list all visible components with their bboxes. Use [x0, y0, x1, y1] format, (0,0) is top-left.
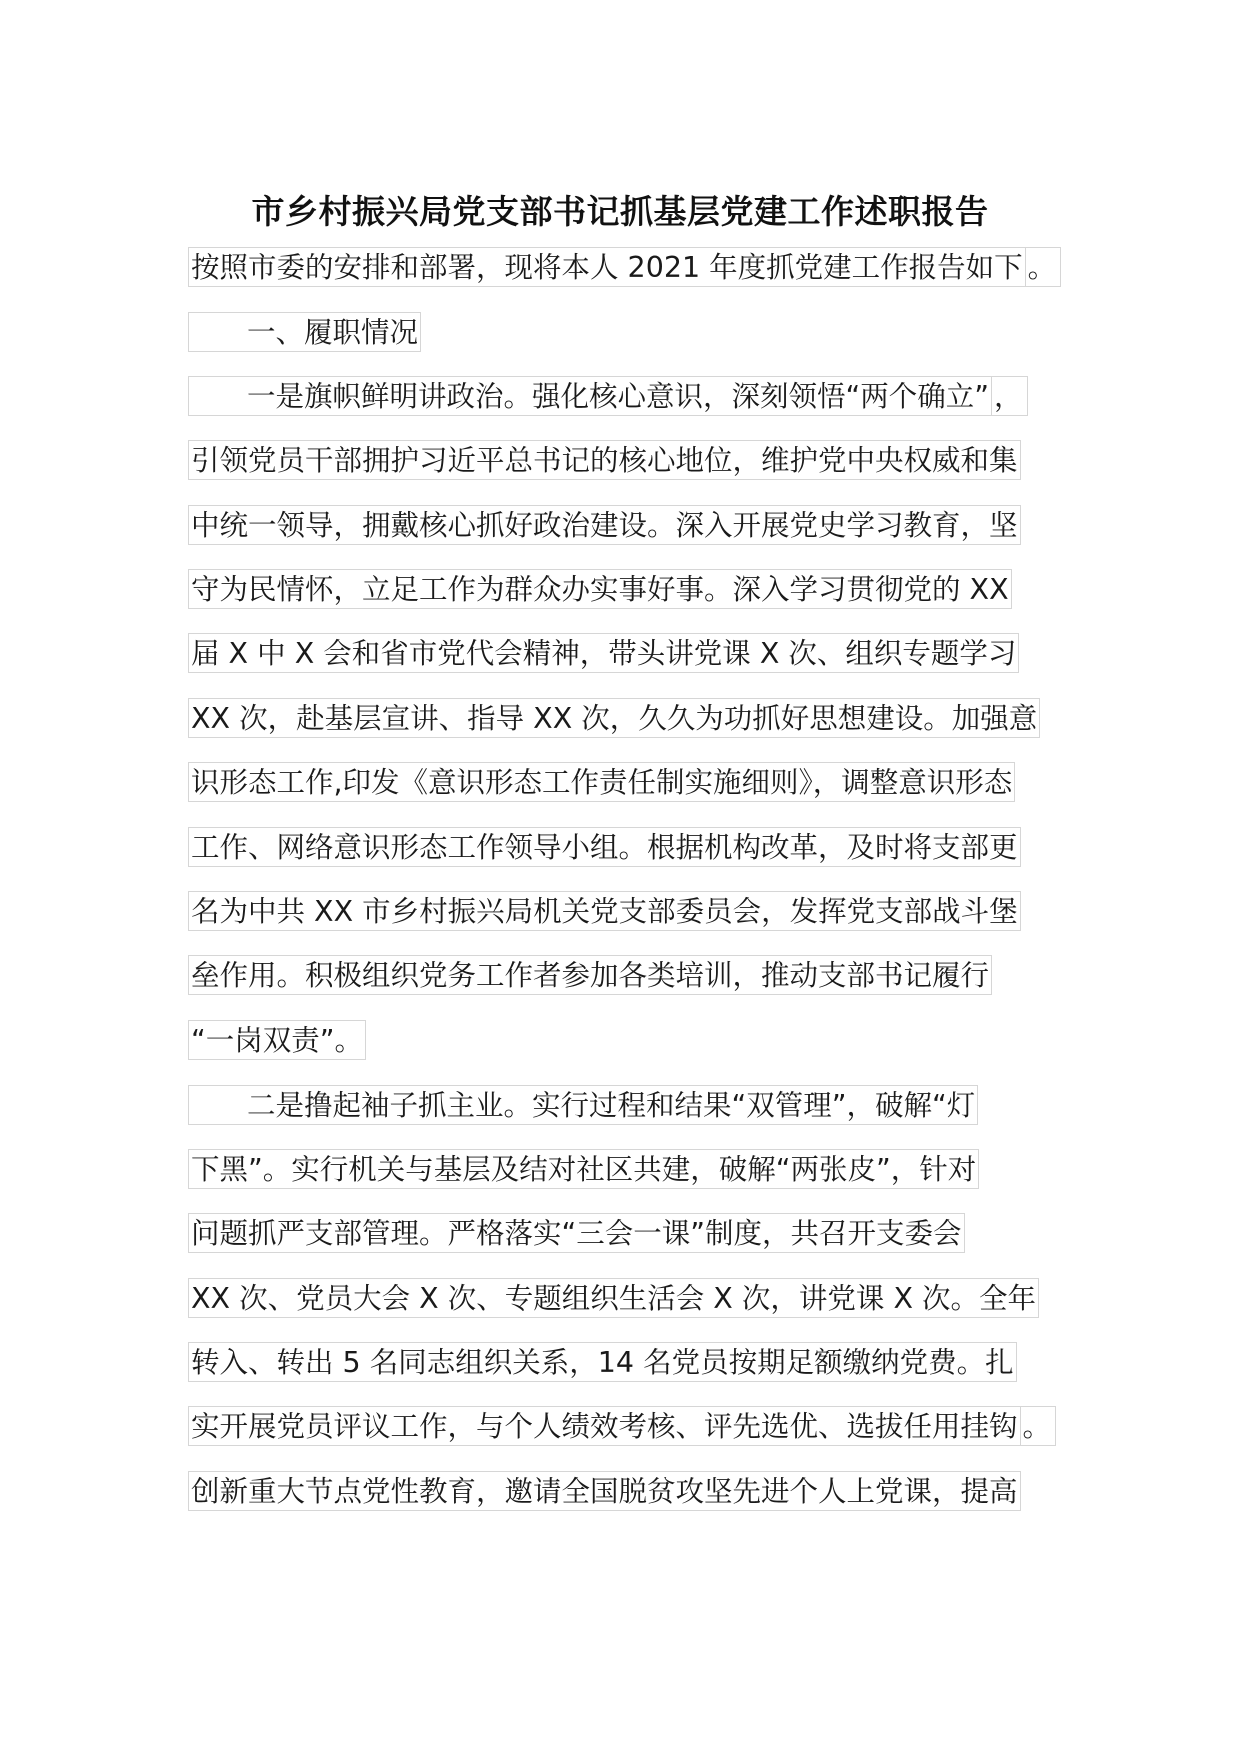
line-text: 按照市委的安排和部署，现将本人 2021 年度抓党建工作报告如下 [188, 247, 1026, 287]
text-line [188, 1149, 979, 1189]
text-line [188, 762, 1015, 802]
line-text: 一、履职情况 [188, 312, 421, 352]
line-text: 一是旗帜鲜明讲政治。强化核心意识，深刻领悟“两个确立” [188, 376, 992, 416]
line-tail: 。 [1021, 1406, 1057, 1446]
text-line [188, 633, 1019, 673]
line-text: 下黑”。实行机关与基层及结对社区共建，破解“两张皮”，针对 [188, 1149, 979, 1189]
text-line [188, 505, 1021, 545]
line-text: 中统一领导，拥戴核心抓好政治建设。深入开展党史学习教育，坚 [188, 505, 1021, 545]
line-text: XX 次、党员大会 X 次、专题组织生活会 X 次，讲党课 X 次。全年 [188, 1278, 1039, 1318]
text-line [188, 955, 992, 995]
line-text: “一岗双责”。 [188, 1020, 366, 1060]
line-text: XX 次，赴基层宣讲、指导 XX 次，久久为功抓好思想建设。加强意 [188, 698, 1040, 738]
text-line [188, 1085, 978, 1125]
text-line [188, 1406, 1056, 1446]
text-line [188, 1278, 1039, 1318]
line-text: 二是撸起袖子抓主业。实行过程和结果“双管理”，破解“灯 [188, 1085, 978, 1125]
section-heading [188, 312, 421, 352]
line-text: 问题抓严支部管理。严格落实“三会一课”制度，共召开支委会 [188, 1213, 965, 1253]
text-line [188, 1342, 1017, 1382]
line-text: 创新重大节点党性教育，邀请全国脱贫攻坚先进个人上党课，提高 [188, 1471, 1021, 1511]
text-line [188, 891, 1021, 931]
line-tail: 。 [1026, 247, 1062, 287]
text-line [188, 1471, 1021, 1511]
line-text: 实开展党员评议工作，与个人绩效考核、评先选优、选拔任用挂钩 [188, 1406, 1021, 1446]
line-text: 引领党员干部拥护习近平总书记的核心地位，维护党中央权威和集 [188, 440, 1021, 480]
line-text: 届 X 中 X 会和省市党代会精神，带头讲党课 X 次、组织专题学习 [188, 633, 1019, 673]
line-text: 转入、转出 5 名同志组织关系，14 名党员按期足额缴纳党费。扎 [188, 1342, 1017, 1382]
text-line [188, 698, 1040, 738]
text-line [188, 569, 1012, 609]
line-text: 识形态工作,印发《意识形态工作责任制实施细则》，调整意识形态 [188, 762, 1015, 802]
text-line [188, 247, 1061, 287]
line-text: 名为中共 XX 市乡村振兴局机关党支部委员会，发挥党支部战斗堡 [188, 891, 1021, 931]
text-line [188, 827, 1021, 867]
text-line [188, 376, 1028, 416]
text-line [188, 1213, 965, 1253]
document-title: 市乡村振兴局党支部书记抓基层党建工作述职报告 [251, 192, 989, 231]
line-text: 守为民情怀，立足工作为群众办实事好事。深入学习贯彻党的 XX [188, 569, 1012, 609]
text-line [188, 440, 1021, 480]
line-tail: ， [992, 376, 1028, 416]
text-line [188, 1020, 366, 1060]
line-text: 垒作用。积极组织党务工作者参加各类培训，推动支部书记履行 [188, 955, 992, 995]
line-text: 工作、网络意识形态工作领导小组。根据机构改革，及时将支部更 [188, 827, 1021, 867]
